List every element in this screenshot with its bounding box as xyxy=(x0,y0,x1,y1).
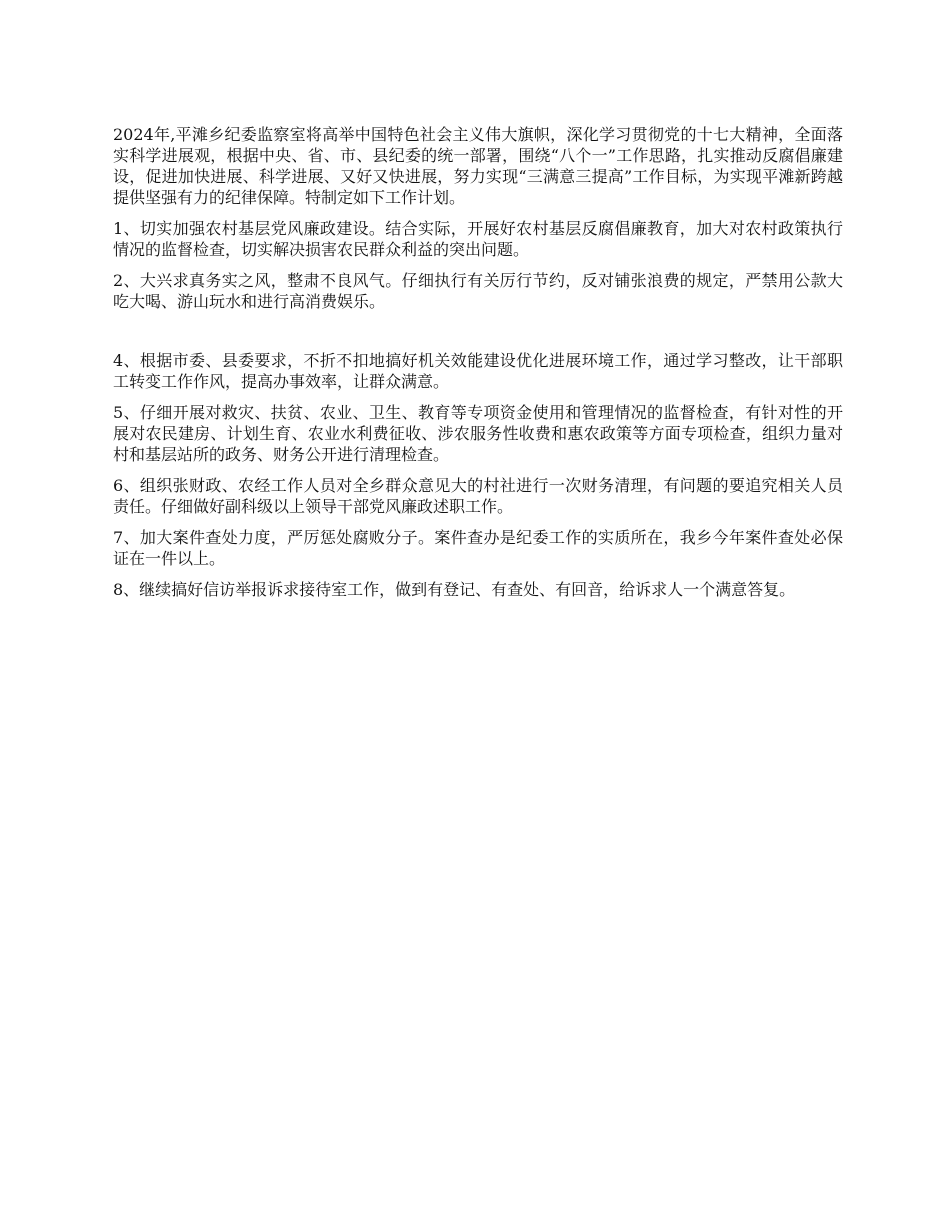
item-paragraph-7: 7、加大案件查处力度，严厉惩处腐败分子。案件查办是纪委工作的实质所在，我乡今年案件查处必保证在一件以上。 xyxy=(113,528,843,568)
item-paragraph-6: 6、组织张财政、农经工作人员对全乡群众意见大的村社进行一次财务清理，有问题的要追究相关人员责任。仔细做好副科级以上领导干部党风廉政述职工作。 xyxy=(113,476,843,516)
item-paragraph-2: 2、大兴求真务实之风，整肃不良风气。仔细执行有关厉行节约，反对铺张浪费的规定，严禁用公款大吃大喝、游山玩水和进行高消费娱乐。 xyxy=(113,271,843,311)
document-body xyxy=(113,124,843,610)
item-paragraph-5: 5、仔细开展对救灾、扶贫、农业、卫生、教育等专项资金使用和管理情况的监督检查，有针对性的开展对农民建房、计划生育、农业水利费征收、涉农服务性收费和惠农政策等方面专项检查，组织力量对村和基层站所的政务、财务公开进行清理检查。 xyxy=(113,403,843,464)
intro-paragraph: 2024年,平滩乡纪委监察室将高举中国特色社会主义伟大旗帜，深化学习贯彻党的十七大精神，全面落实科学进展观，根据中央、省、市、县纪委的统一部署，围绕“八个一”工作思路，扎实推动反腐倡廉建设，促进加快进展、科学进展、又好又快进展，努力实现“三满意三提高”工作目标，为实现平滩新跨越提供坚强有力的纪律保障。特制定如下工作计划。 xyxy=(113,125,843,207)
item-paragraph-4: 4、根据市委、县委要求，不折不扣地搞好机关效能建设优化进展环境工作，通过学习整改，让干部职工转变工作作风，提高办事效率，让群众满意。 xyxy=(113,351,843,391)
item-paragraph-1: 1、切实加强农村基层党风廉政建设。结合实际，开展好农村基层反腐倡廉教育，加大对农村政策执行情况的监督检查，切实解决损害农民群众利益的突出问题。 xyxy=(113,219,843,259)
item-paragraph-8: 8、继续搞好信访举报诉求接待室工作，做到有登记、有查处、有回音，给诉求人一个满意答复。 xyxy=(113,580,796,599)
